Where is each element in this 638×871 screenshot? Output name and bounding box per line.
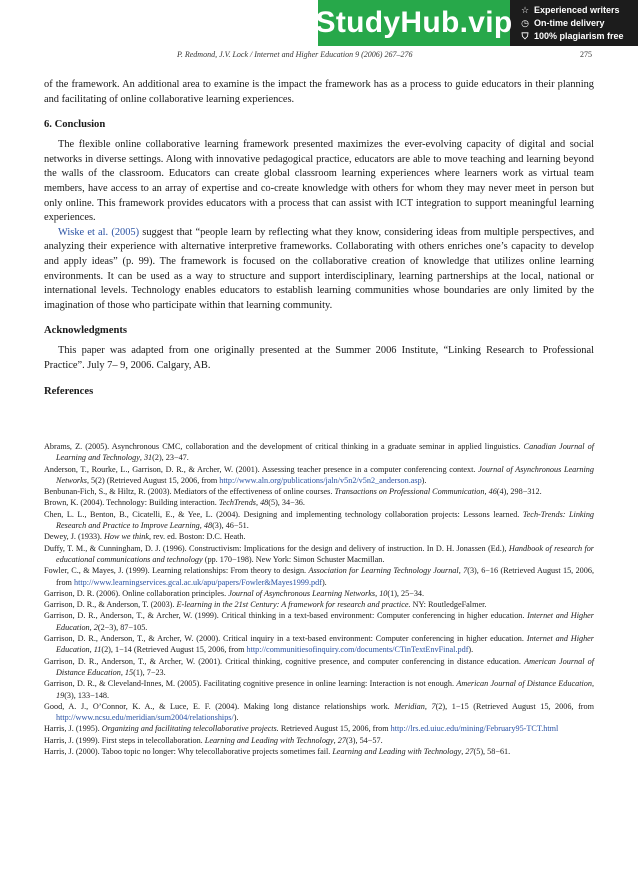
- reference-item: [44, 509, 594, 532]
- reference-text: 19: [56, 690, 65, 700]
- reference-text: Learning and Leading with Technology: [332, 747, 462, 757]
- reference-text: ,: [458, 566, 464, 576]
- reference-item: [44, 610, 594, 633]
- reference-text: (1), 25−34.: [387, 588, 425, 598]
- reference-item: [44, 531, 594, 542]
- reference-text: Benbunan-Fich, S., & Hiltz, R. (2003). Mediators of the effectiveness of online courses.: [44, 487, 335, 497]
- reference-text: (1), 7−23.: [133, 667, 166, 677]
- reference-text: Harris, J. (1999). First steps in telecollaboration.: [44, 735, 205, 745]
- reference-text: Garrison, D. R., & Anderson, T. (2003).: [44, 600, 177, 610]
- section-heading: References: [44, 385, 94, 397]
- reference-text: 2: [93, 622, 98, 632]
- reference-text: ,: [89, 645, 94, 655]
- reference-text: ).: [421, 475, 427, 485]
- reference-text: ,: [255, 498, 261, 508]
- reference-text: Duffy, T. M., & Cunningham, D. J. (1996). Constructivism: Implications for the design and delivery of instruction. In D. H. Jonassen (Ed.),: [44, 543, 509, 553]
- reference-text: (pp. 170−198). New York: Simon Schuster Macmillan.: [202, 554, 385, 564]
- reference-text: Garrison, D. R., Anderson, T., & Archer, W. (2000). Critical inquiry in a text-based environment: Computer conferencing in higher education.: [44, 634, 527, 644]
- page-number: 275: [580, 50, 592, 59]
- reference-text: , 5(2) (Retrieved August 15, 2006, from: [86, 475, 220, 485]
- section-heading: 6. Conclusion: [44, 119, 106, 131]
- reference-text: ,: [333, 735, 338, 745]
- reference-text: 46: [488, 487, 497, 497]
- reference-url-link[interactable]: http://www.ncsu.edu/meridian/sum2004/relationships/: [56, 713, 234, 723]
- reference-url-link[interactable]: http://communitiesofinquiry.com/documents/CTinTextEnvFinal.pdf: [246, 645, 469, 655]
- reference-text: 11: [93, 645, 102, 655]
- reference-text: ,: [591, 679, 594, 689]
- feature-item: [520, 4, 638, 17]
- reference-text: NY: RoutledgeFalmer.: [410, 600, 487, 610]
- reference-text: Brown, K. (2004). Technology: Building interaction.: [44, 498, 219, 508]
- reference-text: Anderson, T., Rourke, L., Garrison, D. R., & Archer, W. (2001). Assessing teacher presence in a computer conferencing context.: [44, 464, 479, 474]
- reference-text: ).: [233, 713, 239, 723]
- reference-text: Garrison, D. R., Anderson, T., & Archer, W. (1999). Critical thinking in a text-based environment: Computer conferencing in higher education.: [44, 611, 528, 621]
- reference-item: [44, 543, 594, 566]
- star-icon: ☆: [520, 4, 530, 15]
- reference-text: Canadian Journal of Learning and Technology: [56, 442, 595, 463]
- reference-text: (2), 1−15 (Retrieved August 15, 2006, from: [435, 701, 594, 711]
- reference-text: (2−3), 87−105.: [97, 622, 148, 632]
- reference-text: Harris, J. (2000). Taboo topic no longer: Why telecollaborative projects sometimes fail.: [44, 747, 333, 757]
- reference-item: [44, 701, 594, 724]
- reference-text: , rev. ed. Boston: D.C. Heath.: [148, 532, 246, 542]
- reference-text: (5), 34−36.: [268, 498, 305, 508]
- reference-text: (4), 298−312.: [496, 487, 542, 497]
- reference-text: American Journal of Distance Education: [56, 656, 594, 677]
- reference-text: ,: [120, 667, 125, 677]
- reference-text: 15: [124, 667, 134, 677]
- reference-text: 10: [379, 588, 388, 598]
- reference-text: ,: [89, 622, 94, 632]
- reference-item: [44, 746, 594, 757]
- reference-text: Chen, L. L., Benton, B., Cicatelli, E., & Yee, L. (2004). Designing and implementing technology collaboration projects: Lessons learned.: [44, 509, 523, 519]
- studyhub-logo[interactable]: StudyHub.vip: [318, 0, 510, 46]
- reference-item: [44, 588, 594, 599]
- reference-text: Retrieved August 15, 2006, from: [278, 724, 391, 734]
- reference-text: 31: [143, 453, 153, 463]
- feature-item: [520, 17, 638, 30]
- reference-item: [44, 441, 594, 464]
- shield-icon: ⛉: [521, 30, 529, 41]
- reference-text: (3), 6−16 (Retrieved August 15, 2006, from: [56, 566, 595, 587]
- paragraph: This paper was adapted from one originally presented at the Summer 2006 Institute, “Linking Research to Professional Practice”. July 7– 9, 2006. Calgary, AB.: [44, 345, 594, 371]
- reference-text: Learning and Leading with Technology: [204, 735, 334, 745]
- reference-text: 27: [465, 747, 474, 757]
- reference-text: Association for Learning Technology Journal: [308, 566, 459, 576]
- article-body: [44, 78, 594, 405]
- reference-url-link[interactable]: http://www.aln.org/publications/jaln/v5n2/v5n2_anderson.asp: [219, 475, 422, 485]
- reference-text: (3), 133−148.: [64, 690, 110, 700]
- reference-text: Dewey, J. (1933).: [44, 532, 104, 542]
- reference-text: Garrison, D. R., Anderson, T., & Archer, W. (2001). Critical thinking, cognitive presence, and computer conferencing in distance education.: [44, 656, 525, 666]
- reference-list: [44, 441, 594, 757]
- reference-item: [44, 656, 594, 679]
- reference-text: Tech-Trends: Linking Research and Practice to Improve Learning: [56, 509, 595, 531]
- feature-label: Experienced writers: [534, 4, 620, 15]
- reference-text: ,: [424, 701, 432, 711]
- reference-text: Meridian: [394, 701, 425, 711]
- reference-text: Transactions on Professional Communication: [334, 487, 485, 497]
- paragraph: of the framework. An additional area to examine is the impact the framework has as a process to guide educators in their planning and facilitating of online collaborative learning experiences.: [44, 79, 594, 105]
- reference-text: (5), 58−61.: [473, 747, 511, 757]
- reference-item: [44, 497, 594, 508]
- paragraph: [44, 226, 594, 314]
- reference-text: Garrison, D. R. (2006). Online collaboration principles.: [44, 588, 229, 598]
- reference-text: American Journal of Distance Education: [456, 679, 592, 689]
- reference-text: ,: [484, 487, 489, 497]
- reference-text: Harris, J. (1995).: [44, 724, 102, 734]
- reference-text: E-learning in the 21st Century: A framework for research and practice.: [176, 600, 411, 610]
- reference-text: ,: [199, 521, 204, 531]
- reference-text: 7: [463, 566, 468, 576]
- feature-label: On-time delivery: [534, 17, 605, 28]
- reference-text: ,: [375, 588, 380, 598]
- reference-text: Handbook of research for educational communications and technology: [56, 543, 594, 564]
- reference-text: Organizing and facilitating telecollaborative projects.: [101, 724, 279, 734]
- reference-item: [44, 486, 594, 497]
- reference-item: [44, 723, 594, 734]
- reference-item: [44, 464, 594, 487]
- paragraph: The flexible online collaborative learning framework presented maximizes the ever-evolving capacity of digital and social networks in diverse settings. Along with innovative pedagogical practice, educators are able to move teaching and learning beyond the walls of the classroom. Educators can create global classroom learning experiences where learners work as virtual team members, have access to an array of expertise and co-create knowledge with others for whom they may never meet in person but only online. This framework provides educators with a process that can assist with ICT integration to support meaningful learning experiences.: [44, 139, 594, 224]
- reference-text: Journal of Asynchronous Learning Networks: [228, 588, 376, 598]
- reference-text: Internet and Higher Education: [56, 611, 594, 632]
- reference-text: (2), 23−47.: [152, 453, 189, 463]
- reference-text: ,: [461, 747, 466, 757]
- reference-text: ).: [468, 645, 474, 655]
- reference-text: 27: [337, 735, 346, 745]
- reference-item: [44, 565, 594, 588]
- reference-text: (3), 54−57.: [345, 735, 383, 745]
- running-head: P. Redmond, J.V. Lock / Internet and Higher Education 9 (2006) 267–276: [177, 50, 413, 59]
- reference-text: Garrison, D. R., & Cleveland-Innes, M. (2005). Facilitating cognitive presence in online learning: Interaction is not enough.: [44, 679, 457, 689]
- reference-text: 48: [203, 521, 213, 531]
- reference-text: ).: [321, 577, 327, 587]
- reference-text: Internet and Higher Education: [56, 634, 594, 655]
- reference-text: ,: [139, 453, 144, 463]
- reference-url-link[interactable]: http://lrs.ed.uiuc.edu/mining/February95-TCT.html: [390, 724, 559, 734]
- reference-text: Good, A. J., O’Connor, K. A., & Luce, E. F. (2004). Making long distance relationships work.: [44, 701, 395, 711]
- reference-text: Journal of Asynchronous Learning Networks: [56, 464, 594, 485]
- reference-text: Abrams, Z. (2005). Asynchronous CMC, collaboration and the development of critical thinking in a graduate seminar in applied linguistics.: [44, 442, 524, 451]
- reference-item: [44, 633, 594, 656]
- studyhub-banner[interactable]: [315, 0, 638, 46]
- reference-text: 7: [431, 701, 436, 711]
- reference-item: [44, 599, 594, 610]
- reference-item: [44, 678, 594, 701]
- reference-item: [44, 735, 594, 746]
- paragraph-text: suggest that “people learn by reflecting what they know, considering ideas from multiple perspectives, and analyzing their experience with alternative interpretive frameworks. Collaborating with others enriches one’s capacity to develop and apply ideas” (p. 99). The framework is focused on the collaborative creation of knowledge that utilizes online learning environments. It can be used as a way to structure and support interdisciplinary, learning partnerships at the local, national or international levels. Technology enables educators to establish learning communities whose boundaries are only limited by the imagination of those who participate within that learning community.: [44, 226, 595, 311]
- reference-url-link[interactable]: http://www.learningservices.gcal.ac.uk/apu/papers/Fowler&Mayes1999.pdf: [73, 577, 322, 587]
- reference-text: TechTrends: [218, 498, 256, 508]
- reference-text: How we think: [103, 532, 149, 542]
- section-heading: Acknowledgments: [44, 325, 127, 337]
- reference-text: (3), 46−51.: [212, 521, 249, 531]
- reference-text: Fowler, C., & Mayes, J. (1999). Learning relationships: From theory to design.: [44, 566, 309, 576]
- citation-link[interactable]: Wiske et al. (2005): [58, 226, 140, 238]
- reference-text: 48: [260, 498, 269, 508]
- feature-item: [520, 30, 638, 43]
- feature-list: [510, 4, 638, 43]
- reference-text: (2), 1−14 (Retrieved August 15, 2006, from: [101, 645, 247, 655]
- feature-label: 100% plagiarism free: [534, 30, 624, 41]
- clock-icon: ◷: [521, 17, 529, 28]
